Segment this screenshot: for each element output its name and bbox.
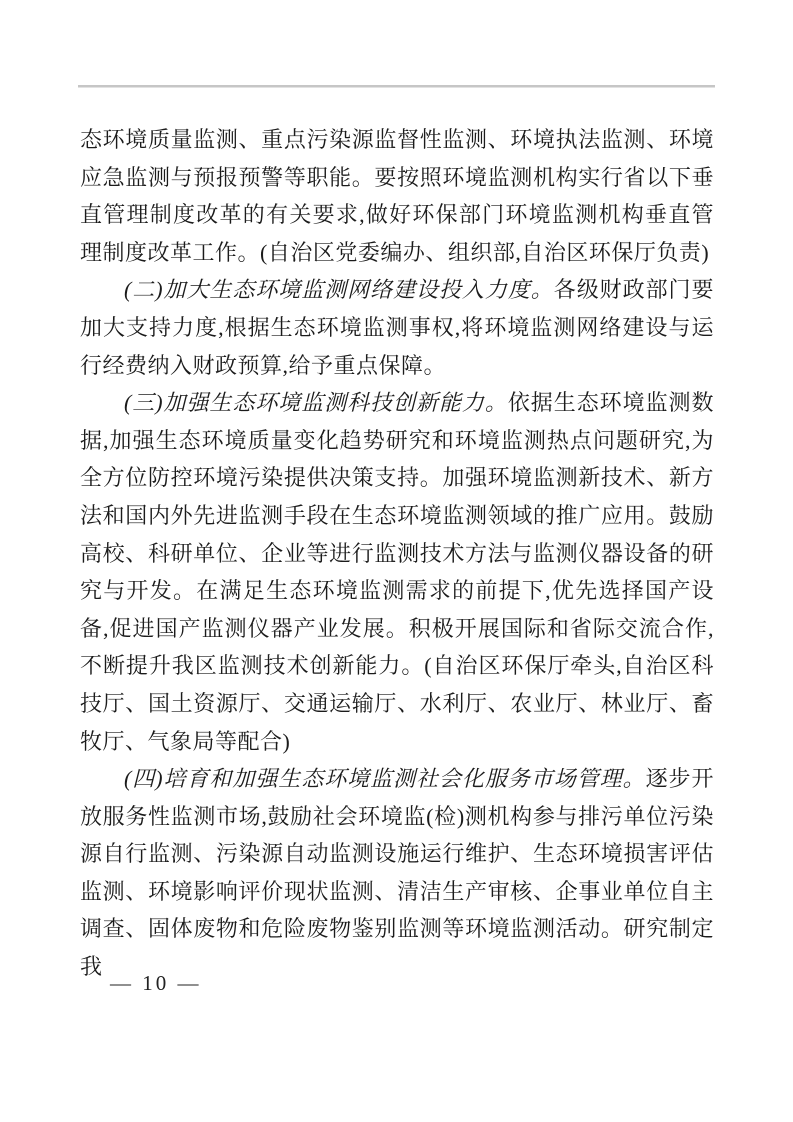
paragraph-continuation [80, 121, 714, 271]
paragraph-lead: (二)加大生态环境监测网络建设投入力度。 [124, 277, 554, 303]
paragraph-text: 各级财政部门要加大支持力度,根据生态环境监测事权,将环境监测网络建设与运行经费纳入财政预算,给予重点保障。 [80, 277, 714, 378]
paragraph-text: 逐步开放服务性监测市场,鼓励社会环境监(检)测机构参与排污单位污染源自行监测、污染源自动监测设施运行维护、生态环境损害评估监测、环境影响评价现状监测、清洁生产审核、企事业单位自主调查、固体废物和危险废物鉴别监测等环境监测活动。研究制定我 [80, 766, 714, 980]
paragraph-text: 依据生态环境监测数据,加强生态环境质量变化趋势研究和环境监测热点问题研究,为全方位防控环境污染提供决策支持。加强环境监测新技术、新方法和国内外先进监测手段在生态环境监测领域的推广应用。鼓励高校、科研单位、企业等进行监测技术方法与监测仪器设备的研究与开发。在满足生态环境监测需求的前提下,优先选择国产设备,促进国产监测仪器产业发展。积极开展国际和省际交流合作,不断提升我区监测技术创新能力。(自治区环保厅牵头,自治区科技厅、国土资源厅、交通运输厅、水利厅、农业厅、林业厅、畜牧厅、气象局等配合) [80, 390, 714, 754]
header-rule [78, 85, 715, 88]
paragraph-lead: (四)培育和加强生态环境监测社会化服务市场管理。 [124, 766, 646, 792]
paragraph-item-4 [80, 760, 714, 986]
paragraph-item-2 [80, 271, 714, 384]
document-body [80, 121, 714, 986]
page-number: — 10 — [110, 971, 202, 995]
paragraph-lead: (三)加强生态环境监测科技创新能力。 [124, 390, 508, 416]
paragraph-text: 态环境质量监测、重点污染源监督性监测、环境执法监测、环境应急监测与预报预警等职能。要按照环境监测机构实行省以下垂直管理制度改革的有关要求,做好环保部门环境监测机构垂直管理制度改革工作。(自治区党委编办、组织部,自治区环保厅负责) [80, 127, 714, 265]
paragraph-item-3 [80, 384, 714, 760]
